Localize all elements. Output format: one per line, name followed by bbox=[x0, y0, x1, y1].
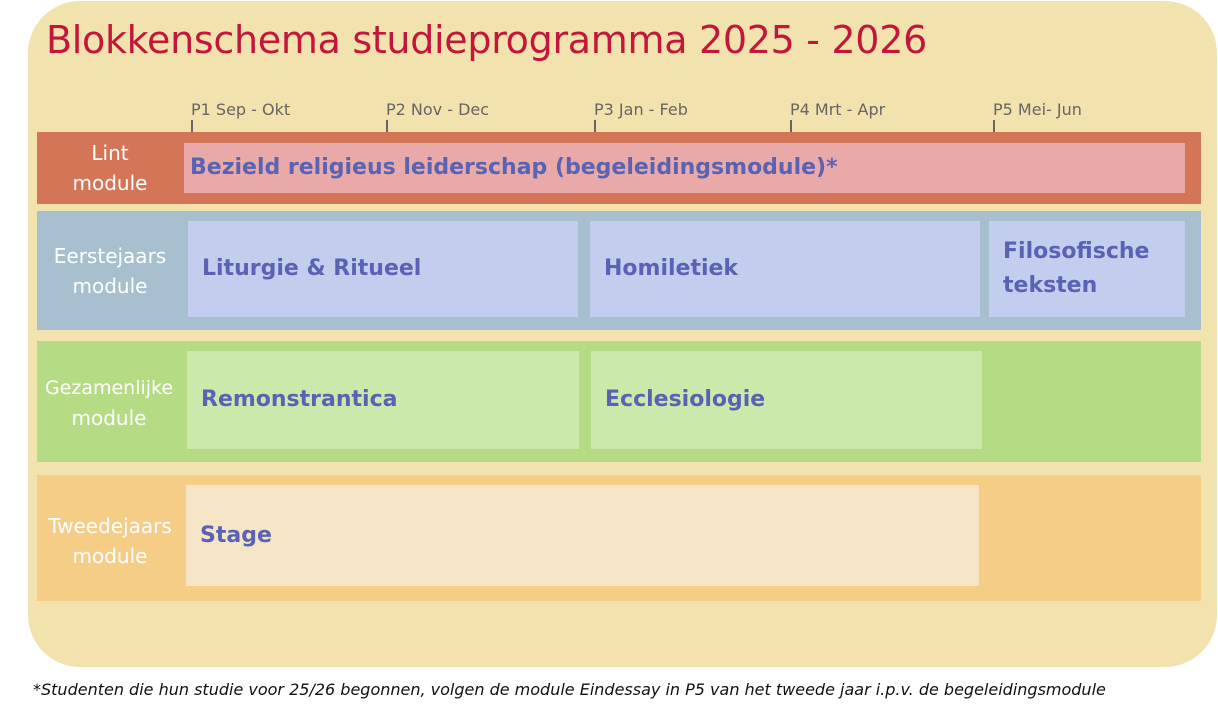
row-eerstejaars bbox=[37, 211, 1201, 330]
module-ecclesiologie: Ecclesiologie bbox=[591, 351, 982, 449]
period-p4: P4 Mrt - Apr bbox=[790, 100, 886, 119]
module-bezield-religieus-leiderschap: Bezield religieus leiderschap (begeleidingsmodule)* bbox=[184, 143, 1185, 193]
row-label-tweedejaars: Tweedejaars module bbox=[48, 514, 172, 568]
period-tick bbox=[993, 120, 995, 132]
period-tick bbox=[790, 120, 792, 132]
row-tweedejaars bbox=[37, 475, 1201, 601]
row-label-lint: Lint module bbox=[72, 141, 148, 195]
period-p5: P5 Mei- Jun bbox=[993, 100, 1082, 119]
module-remonstrantica: Remonstrantica bbox=[187, 351, 579, 449]
row-gezamenlijke bbox=[37, 341, 1201, 462]
period-tick bbox=[594, 120, 596, 132]
period-tick bbox=[191, 120, 193, 132]
module-filosofische-teksten: Filosofische teksten bbox=[989, 221, 1185, 317]
module-stage: Stage bbox=[186, 485, 979, 586]
row-label-gezamenlijke: Gezamenlijke module bbox=[44, 377, 174, 430]
page-title: Blokkenschema studieprogramma 2025 - 2026 bbox=[46, 18, 927, 62]
module-homiletiek: Homiletiek bbox=[590, 221, 980, 317]
period-p2: P2 Nov - Dec bbox=[386, 100, 490, 119]
module-liturgie-ritueel: Liturgie & Ritueel bbox=[188, 221, 578, 317]
period-p3: P3 Jan - Feb bbox=[594, 100, 688, 119]
footnote: *Studenten die hun studie voor 25/26 begonnen, volgen de module Eindessay in P5 van het tweede jaar i.p.v. de begeleidingsmodule bbox=[33, 680, 1106, 699]
row-lint bbox=[37, 132, 1201, 204]
row-label-eerstejaars: Eerstejaars module bbox=[53, 244, 167, 298]
period-tick bbox=[386, 120, 388, 132]
period-p1: P1 Sep - Okt bbox=[191, 100, 291, 119]
